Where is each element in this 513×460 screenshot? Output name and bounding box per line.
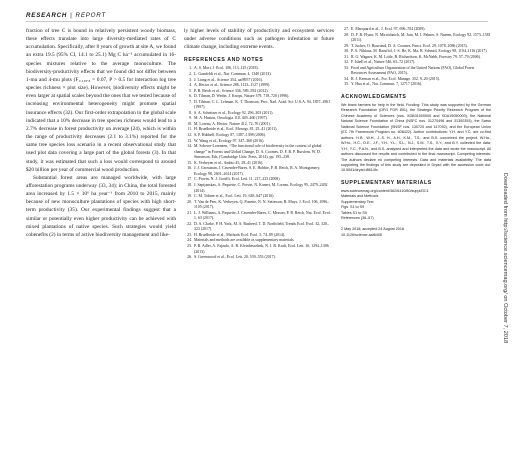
reference-number: 19. <box>187 194 192 199</box>
download-sidebar <box>500 138 510 378</box>
paragraph-1: fraction of tree C is bound in relatively persistent woody biomass, these effects translate into large diversity-mediated rates of C accumulation. Specifically, after 8 years of growth at site A, we found an extra 19.5 (95% CI, 14.1 to 25.1) Mg C ha⁻¹ accumulated in 16-species mixtures relative to the average monoculture. The biodiversity-productivity effects that we found did not differ between 1-mu and 4-mu plots (F₁,₁₃₈.₈ = 0.07, P > 0.5 for interaction log tree species richness × plot size). However, biodiversity effects might be even larger at spatial scales beyond the ones that we tested because of increasing environmental heterogeneity might promote spatial insurance effects (32). Our first-order extrapolation to the global scale indicated that a 10% decrease in tree species richness would lead to a 2.7% decrease in forest productivity on average (24), which is within the range of productivity decreases (2.1 to 3.1%) reported for the same tree species loss scenario in a recent observational study that used plot data covering a large part of the global forests (3). In that study, it was estimated that such a loss would correspond to around $20 billion per year of commercial wood production. <box>26 28 176 173</box>
reference-text: F. Isbell et al., Nature 546, 65–72 (2017). <box>351 60 416 65</box>
column-1 <box>26 27 176 239</box>
reference-text: K. Verheyen et al., Ambio 45, 29–41 (2016). <box>194 160 264 165</box>
references-heading: REFERENCES AND NOTES <box>184 57 264 64</box>
reference-number: 32. <box>344 60 349 65</box>
reference-item <box>184 144 334 161</box>
reference-number: 34. <box>344 76 349 81</box>
reference-number: 14. <box>187 144 192 149</box>
reference-item <box>184 183 334 194</box>
reference-number: 35. <box>344 82 349 87</box>
reference-text: M. Scherer-Lorenzen, “The functional role of biodiversity in the context of global change” in Forests and Global Change, D. A. Coomes, D. F. R. P. Burslem, W. D. Simonson, Eds. (Cambridge Univ. Press, 2014), pp. 195–238. <box>194 144 322 160</box>
reference-number: 15. <box>187 160 192 165</box>
acknowledgments-text: We thank farmers for help in the field. Funding: This study was supported by the German Research Foundation (DFG FOR 891), the Strategic Priority Research Program of the Chinese Academy of Sciences (nos. XDB31000000 and XDA19050000), the National Natural Science Foundation of China (NSFC nos. 31270496 and 31300353), the Swiss National Science Foundation (SNSF nos. 130720 and 147092), and the European Union (EC 7th Framework Program no. 608422). Author contributions: Y.H. and Y.C. are co-first authors. H.B., W.H., J.-S. H., A.H., K.M., T.S., and B.S. conceived the project; W.Ha., W.Ho., H.C., D.E., J.F., Y.H., Y.L., S.L., N.J., S.M., T.S., X.Y., and B.Y. collected the data; Y.H., Y.C., P.A.N., and B.S. analyzed and interpreted the data and wrote the manuscript. All authors discussed the results and contributed to the final manuscript. Competing interests: The authors declare no competing interests. Data and materials availability: The data supporting the findings of this study are deposited in Dryad with the accession code doi: 10.5061/dryad.t8614fx. <box>341 103 491 173</box>
reference-number: 29. <box>344 43 349 48</box>
reference-text: J. Liang et al., Science 354, aaf8957 (2016). <box>194 77 263 82</box>
reference-text: D. A. Clarke, P. H. York, M. A. Rasheed, T. D. Northfield, Trends Ecol. Evol. 32, 320–323 (2017). <box>194 221 329 232</box>
reference-text: R. J. Keenan et al., For. Ecol. Manage. 352, 9–20 (2015). <box>351 76 440 81</box>
reference-number: 21. <box>187 210 192 215</box>
reference-text: T. Jucker, O. Bouriaud, D. A. Coomes, Funct. Ecol. 29, 1078–1086 (2015). <box>351 43 468 48</box>
reference-number: 16. <box>187 166 192 171</box>
header-separator: | <box>70 12 73 19</box>
reference-number: 13. <box>187 138 192 143</box>
reference-number: 4. <box>189 83 192 88</box>
supplementary-line: References (36–57) <box>341 216 374 221</box>
reference-text: Y. Hua et al., Nat. Commun. 7, 12717 (2016). <box>351 82 423 87</box>
reference-number: 25. <box>187 243 192 248</box>
column-2 <box>184 27 334 261</box>
reference-number: 2. <box>189 72 192 77</box>
reference-number: 9. <box>189 116 192 121</box>
supplementary-line: Materials and Methods <box>341 194 379 199</box>
reference-item <box>184 200 334 211</box>
paragraph-3: ly higher levels of stability of productivity and ecosystem services under adverse conditions such as pathogen infestation or future climate change, including extreme events. <box>184 28 334 51</box>
reference-text: E. Marquard et al., J. Ecol. 97, 696–704 (2009). <box>351 27 426 31</box>
supplementary-line: 2 May 2018; accepted 24 August 2018 <box>341 227 404 232</box>
reference-text: T. Van de Peer, K. Verheyen, Q. Ponette, N. N. Setiawan, B. Muys, J. Ecol. 106, 1096–1105 (2017). <box>194 199 330 210</box>
supplementary-line[interactable]: www.sciencemag.org/content/362/6410/80/suppl/DC1 <box>341 188 429 193</box>
reference-text: S. P. Hubbell, Ecology 87, 1387–1398 (2006). <box>194 133 266 138</box>
reference-number: 20. <box>187 199 192 204</box>
supplementary-list <box>341 189 491 239</box>
reference-item <box>341 33 491 44</box>
reference-text: Materials and methods are available as supplementary materials. <box>194 238 295 243</box>
reference-number: 11. <box>187 127 192 132</box>
supplementary-line: 10.1126/science.aat6405 <box>341 232 382 237</box>
reference-text: A. Hector et al., Science 286, 1123–1127 (1999). <box>194 83 271 88</box>
reference-text: D. Tilman, D. Wedin, J. Knops, Nature 379, 718–720 (1996). <box>194 94 290 99</box>
acknowledgments-heading: ACKNOWLEDGMENTS <box>341 94 407 101</box>
reference-text: C. M. Tobner et al., Ecol. Lett. 19, 638–647 (2016). <box>194 194 275 199</box>
reference-text: S. Greenwood et al., Ecol. Lett. 20, 539–553 (2017). <box>194 255 276 260</box>
header-rule <box>26 21 488 22</box>
reference-number: 27. <box>344 27 349 31</box>
reference-number: 17. <box>187 177 192 182</box>
reference-text: P. B. Adler, A. Fajardo, A. R. Kleinhesselink, N. J. B. Kraft, Ecol. Lett. 16, 1294–1306 (2013). <box>194 243 329 254</box>
supplementary-heading: SUPPLEMENTARY MATERIALS <box>341 179 432 186</box>
reference-number: 18. <box>187 182 192 187</box>
reference-number: 23. <box>187 232 192 237</box>
reference-number: 5. <box>189 88 192 93</box>
reference-text: M. Loreau, A. Hector, Nature 412, 72–76 (2001). <box>194 121 271 126</box>
reference-text: H. Bruelheide et al., Methods Ecol. Evol. 5, 74–89 (2014). <box>194 232 286 237</box>
reference-text: P. A. Niklaus, M. Baruffol, J.-S. He, K. Ma, B. Schmid, Ecology 98, 1104–1116 (2017). <box>351 49 488 54</box>
reference-item <box>184 222 334 233</box>
reference-text: J. Sapijanskas, A. Paquette, C. Potvin, N. Kunert, M. Loreau, Ecology 95, 2479–2492 (2014). <box>194 182 328 193</box>
reference-number: 30. <box>344 49 349 54</box>
reference-text: L. Gamfeldt et al., Nat. Commun. 4, 1340 (2013). <box>194 72 272 77</box>
supplementary-line: Figs. S1 to S9 <box>341 205 365 210</box>
reference-list-part-2 <box>341 27 491 88</box>
supplementary-line: Tables S1 to S9 <box>341 210 367 215</box>
paragraph-2: Substantial forest areas are managed worldwide, with large afforestation programs underway (33, 34); in China, the total forested area increased by 1.5 × 10⁶ ha year⁻¹ from 2010 to 2015, mainly because of new monoculture plantations of species with high short-term productivity (35). Our experimental findings suggest that a similar or potentially even higher productivity can be achieved with mixed plantations of native species. Such strategies would yield cobenefits (2) in terms of active biodiversity management and like- <box>26 174 176 238</box>
column-3 <box>341 27 491 238</box>
reference-text: J. J. Grossman, J. Cavender-Bares, S. E. Hobbie, P. B. Reich, R. A. Montgomery, Ecology 98, 2601–2614 (2017). <box>194 166 321 176</box>
reference-text: R. G. Wagner, K. M. Little, B. Richardson, K. McNabb, Forestry 79, 57–79 (2006). <box>351 54 481 59</box>
reference-number: 26. <box>187 255 192 260</box>
reference-number: 33. <box>344 65 349 70</box>
reference-text: D. Tilman, C. L. Lehman, K. T. Thomson, Proc. Natl. Acad. Sci. U.S.A. 94, 1857–1861 (1997). <box>194 99 331 110</box>
reference-item <box>341 66 491 77</box>
reference-text: M. A. Huston, Oecologia 110, 449–460 (1997). <box>194 116 268 121</box>
section-name: REPORT <box>75 12 107 19</box>
reference-number: 10. <box>187 121 192 126</box>
reference-number: 28. <box>344 32 349 37</box>
reference-number: 24. <box>187 238 192 243</box>
reference-item <box>184 244 334 255</box>
running-header <box>26 12 106 19</box>
reference-text: Food and Agriculture Organization of the United Nations (FAO), Global Forest Resources Assessment (FAO, 2015). <box>351 65 475 76</box>
journal-name: RESEARCH <box>26 12 68 19</box>
reference-number: 31. <box>344 54 349 59</box>
reference-number: 6. <box>189 94 192 99</box>
download-notice[interactable]: Downloaded from http://science.sciencemag.org/ on October 7, 2018 <box>502 172 508 344</box>
reference-text: W. Wang et al., Ecology 97, 347–360 (2016). <box>194 138 265 143</box>
reference-item <box>184 211 334 222</box>
reference-text: P. B. Reich et al., Science 336, 589–592 (2012). <box>194 88 269 93</box>
reference-item <box>341 82 491 88</box>
reference-text: D. F. B. Flynn, N. Mirotchnick, M. Jain, M. I. Palmer, S. Naeem, Ecology 92, 1573–1581 (2011). <box>351 32 491 43</box>
reference-text: H. Bruelheide et al., Ecol. Monogr. 81, 25–41 (2011). <box>194 127 278 132</box>
reference-text: A. S. Mori, J. Ecol. 106, 113–125 (2018). <box>194 66 259 71</box>
reference-text: C. Potvin, N. J. Gotelli, Ecol. Lett. 11, 217–223 (2008). <box>194 177 281 182</box>
reference-number: 8. <box>189 110 192 115</box>
reference-number: 1. <box>189 66 192 71</box>
reference-item <box>184 166 334 177</box>
reference-number: 22. <box>187 221 192 226</box>
reference-text: S. A. Schnitzer et al., Ecology 92, 296–303 (2011). <box>194 110 274 115</box>
reference-number: 3. <box>189 77 192 82</box>
reference-list-part-1 <box>184 66 334 260</box>
reference-item <box>184 100 334 111</box>
reference-number: 12. <box>187 133 192 138</box>
reference-text: L. J. Williams, A. Paquette, J. Cavender-Bares, C. Messier, P. B. Reich, Nat. Ecol. Evol. 1, 63 (2017). <box>194 210 331 221</box>
reference-number: 7. <box>189 99 192 104</box>
supplementary-line: Supplementary Text <box>341 199 374 204</box>
reference-item <box>184 255 334 261</box>
